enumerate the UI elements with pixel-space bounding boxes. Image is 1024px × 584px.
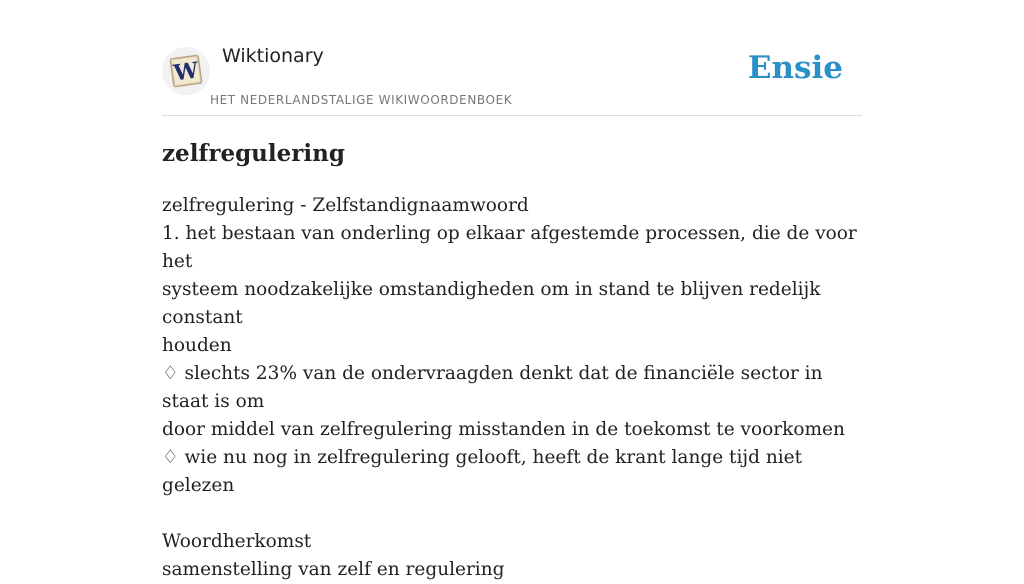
entry-content (162, 192, 864, 584)
site-header (162, 0, 862, 116)
etymology-heading: Woordherkomst (162, 531, 312, 552)
etymology-text: samenstelling van zelf en regulering (162, 559, 505, 580)
definition-line: 1. het bestaan van onderling op elkaar afgestemde processen, die de voor het (162, 223, 857, 272)
site-tagline: HET NEDERLANDSTALIGE WIKIWOORDENBOEK (210, 93, 513, 107)
page (162, 0, 862, 580)
wiktionary-logo-icon[interactable] (162, 47, 210, 95)
spacer (162, 500, 864, 528)
ensie-brand-logo[interactable]: Ensie (747, 50, 843, 86)
svg-text:W: W (172, 57, 201, 87)
definition-line: houden (162, 335, 232, 356)
part-of-speech: zelfregulering - Zelfstandignaamwoord (162, 195, 529, 216)
example-line: ♢ slechts 23% van de ondervraagden denkt dat de financiële sector in staat is om (162, 363, 823, 412)
site-name[interactable]: Wiktionary (222, 45, 324, 67)
wiktionary-logo-svg (162, 47, 210, 95)
example-line: door middel van zelfregulering misstanden in de toekomst te voorkomen (162, 419, 845, 440)
definition-line: systeem noodzakelijke omstandigheden om in stand te blijven redelijk constant (162, 279, 821, 328)
page-title: zelfregulering (162, 140, 345, 167)
example-line: ♢ wie nu nog in zelfregulering gelooft, heeft de krant lange tijd niet gelezen (162, 447, 803, 496)
